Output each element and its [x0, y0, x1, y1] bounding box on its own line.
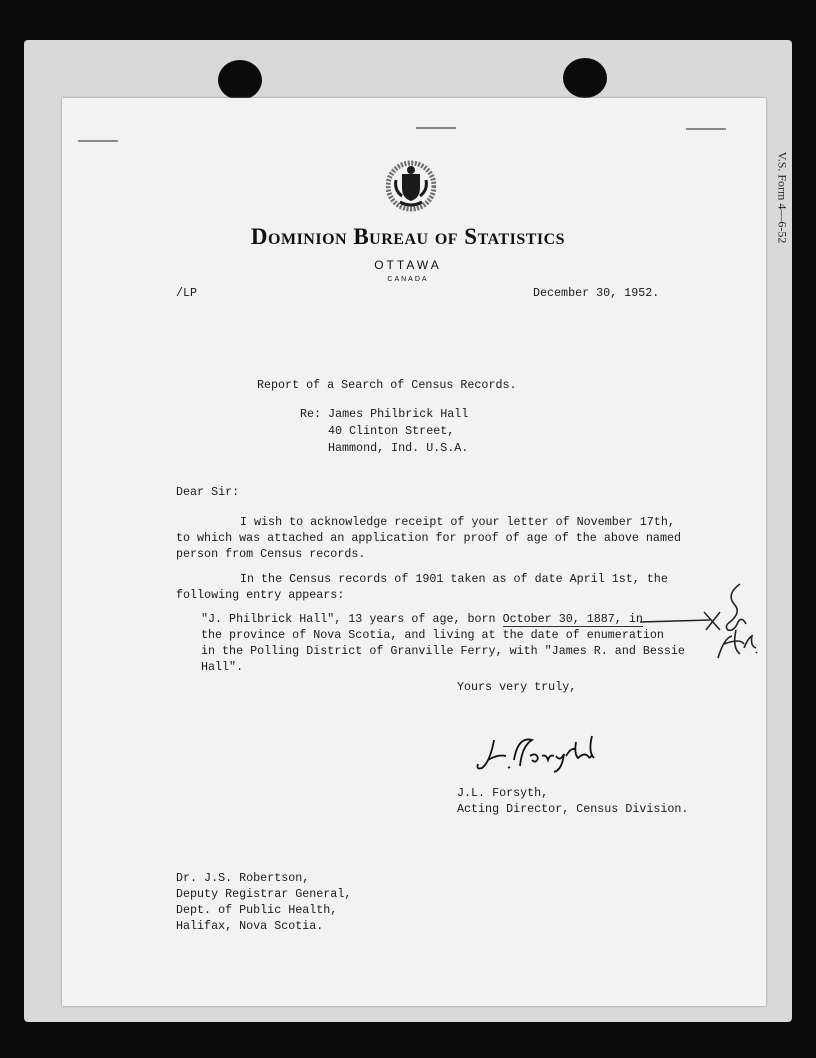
handwritten-signature-icon — [474, 730, 614, 775]
addressee-line: Dr. J.S. Robertson, — [176, 871, 310, 885]
handwritten-margin-initials-icon — [640, 580, 760, 670]
fastener-mark — [416, 127, 456, 129]
paragraph1-line: I wish to acknowledge receipt of your letter of November 17th, — [240, 515, 675, 529]
form-number-label: V.S. Form 4—6-52 — [775, 151, 790, 244]
reference-code: /LP — [176, 286, 198, 300]
addressee-line: Dept. of Public Health, — [176, 903, 338, 917]
subject-line: Report of a Search of Census Records. — [257, 378, 517, 392]
punch-hole — [563, 58, 607, 98]
re-address-city: Hammond, Ind. U.S.A. — [328, 441, 469, 455]
punch-hole — [218, 60, 262, 100]
coat-of-arms-seal-icon — [386, 150, 436, 222]
entry-line: "J. Philbrick Hall", 13 years of age, born October 30, 1887, in — [201, 612, 643, 626]
paragraph2-line: In the Census records of 1901 taken as of date April 1st, the — [240, 572, 668, 586]
re-line: Re: James Philbrick Hall — [300, 407, 469, 421]
letterhead-country: CANADA — [387, 276, 429, 283]
entry-line: Hall". — [201, 660, 244, 674]
letterhead-city: OTTAWA — [374, 258, 442, 272]
entry-line: in the Polling District of Granville Ferry, with "James R. and Bessie — [201, 644, 685, 658]
signer-name: J.L. Forsyth, — [457, 786, 549, 800]
birth-date-underlined: October 30, 1887, in — [502, 612, 643, 626]
paragraph2-line: following entry appears: — [176, 588, 345, 602]
paragraph1-line: to which was attached an application for proof of age of the above named — [176, 531, 681, 545]
addressee-line: Deputy Registrar General, — [176, 887, 352, 901]
salutation: Dear Sir: — [176, 485, 240, 499]
fastener-mark — [78, 140, 118, 142]
addressee-line: Halifax, Nova Scotia. — [176, 919, 324, 933]
closing: Yours very truly, — [457, 680, 577, 694]
fastener-mark — [686, 128, 726, 130]
paragraph1-line: person from Census records. — [176, 547, 366, 561]
signer-title: Acting Director, Census Division. — [457, 802, 689, 816]
entry-line: the province of Nova Scotia, and living at the date of enumeration — [201, 628, 664, 642]
re-address-street: 40 Clinton Street, — [328, 424, 455, 438]
bureau-title: Dominion Bureau of Statistics — [250, 224, 566, 249]
letter-date: December 30, 1952. — [533, 286, 660, 300]
